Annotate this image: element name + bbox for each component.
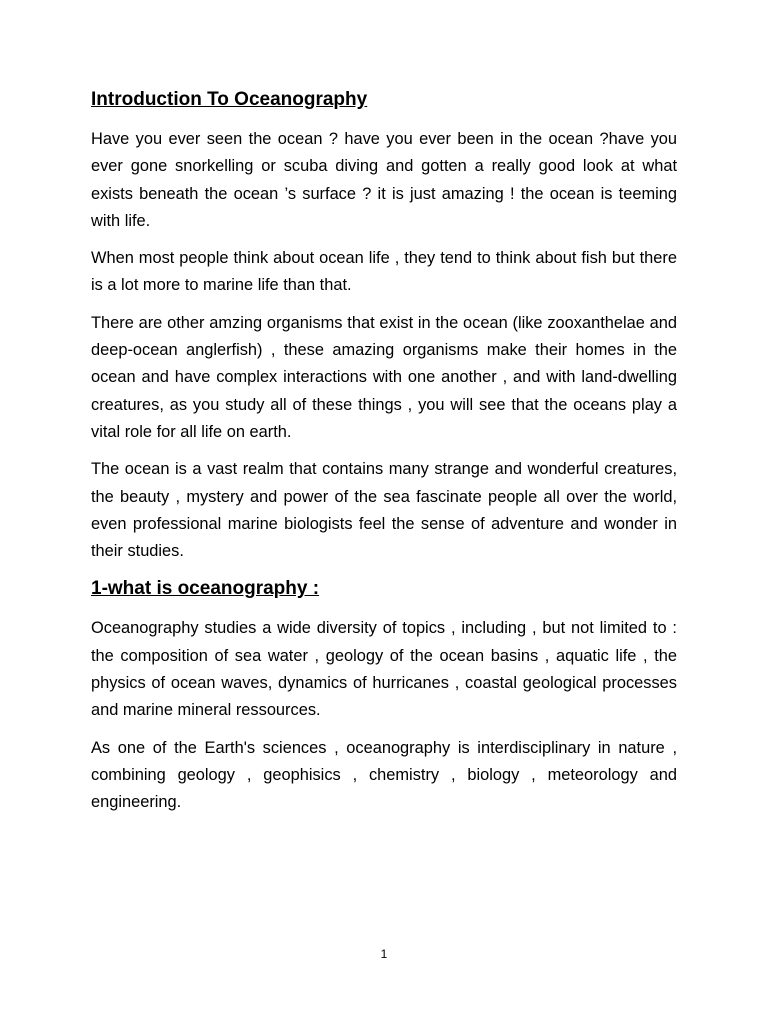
document-page [91, 86, 677, 827]
section-heading: 1-what is oceanography : [91, 578, 320, 600]
paragraph-vast-realm: The ocean is a vast realm that contains many strange and wonderful creatures, the beauty , mystery and power of the sea fascinate people all over the world, even professional marine biologists feel the sense of adventure and wonder in their studies. [91, 460, 677, 561]
paragraph-earth-sciences: As one of the Earth's sciences , oceanography is interdisciplinary in nature , combining geology , geophisics , chemistry , biology , meteorology and engineering. [91, 738, 677, 812]
page-number: 1 [380, 947, 388, 961]
paragraph-ocean-life: When most people think about ocean life , they tend to think about fish but there is a lot more to marine life than that. [91, 249, 677, 295]
paragraph-organisms: There are other amzing organisms that exist in the ocean (like zooxanthelae and deep-ocean anglerfish) , these amazing organisms make their homes in the ocean and have complex interactions with one another , and with land-dwelling creatures, as you study all of these things , you will see that the oceans play a vital role for all life on earth. [91, 313, 677, 441]
paragraph-topics: Oceanography studies a wide diversity of topics , including , but not limited to : the composition of sea water , geology of the ocean basins , aquatic life , the physics of ocean waves, dynamics of hurricanes , coastal geological processes and marine mineral ressources. [91, 619, 677, 720]
paragraph-ocean-intro: Have you ever seen the ocean ? have you ever been in the ocean ?have you ever gone snorkelling or scuba diving and gotten a really good look at what exists beneath the ocean ’s surface ? it is just amazing ! the ocean is teeming with life. [91, 130, 677, 230]
document-title: Introduction To Oceanography [91, 89, 368, 110]
